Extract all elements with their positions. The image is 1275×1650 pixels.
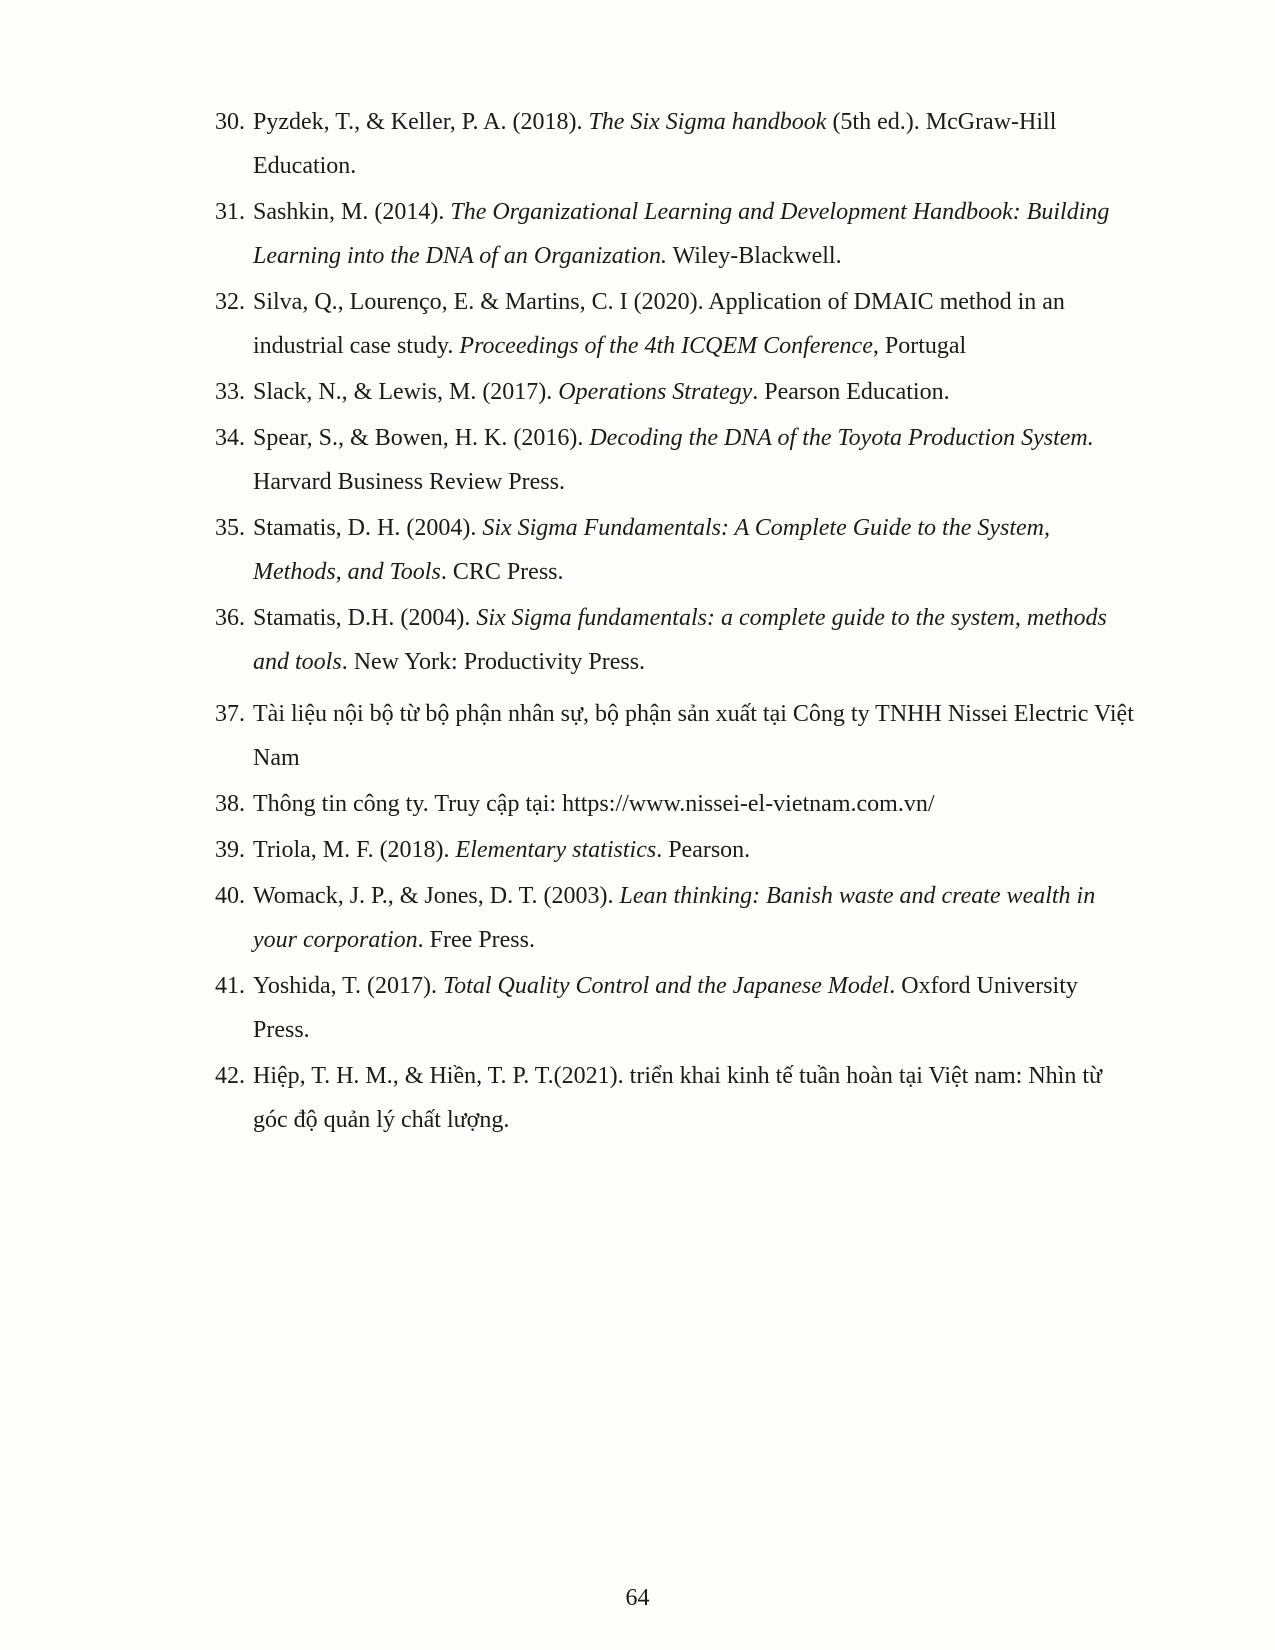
reference-text: Womack, J. P., & Jones, D. T. (2003). Lean thinking: Banish waste and create wealth in your corporation. Free Press. bbox=[253, 883, 1096, 953]
reference-text: Spear, S., & Bowen, H. K. (2016). Decoding the DNA of the Toyota Production System. Harvard Business Review Press. bbox=[253, 425, 1094, 495]
reference-number: 40. bbox=[215, 883, 245, 909]
page-number: 64 bbox=[625, 1585, 650, 1611]
reference-item bbox=[215, 506, 1140, 594]
reference-title: Decoding the DNA of the Toyota Production System. bbox=[589, 425, 1094, 451]
reference-number: 42. bbox=[215, 1063, 245, 1089]
reference-item bbox=[215, 782, 1140, 826]
reference-text: Stamatis, D. H. (2004). Six Sigma Fundamentals: A Complete Guide to the System, Methods, and Tools. CRC Press. bbox=[253, 515, 1051, 585]
reference-text: Sashkin, M. (2014). The Organizational Learning and Development Handbook: Building Learning into the DNA of an Organization. Wiley-Blackwell. bbox=[253, 199, 1110, 269]
reference-text: Slack, N., & Lewis, M. (2017). Operations Strategy. Pearson Education. bbox=[253, 379, 950, 405]
reference-text: Yoshida, T. (2017). Total Quality Control and the Japanese Model. Oxford University Press. bbox=[253, 973, 1078, 1043]
reference-item bbox=[215, 692, 1140, 780]
reference-item bbox=[215, 100, 1140, 188]
reference-number: 33. bbox=[215, 379, 245, 405]
reference-number: 38. bbox=[215, 791, 245, 817]
reference-number: 37. bbox=[215, 701, 245, 727]
reference-text: Triola, M. F. (2018). Elementary statistics. Pearson. bbox=[253, 837, 751, 863]
reference-title: The Six Sigma handbook bbox=[588, 109, 827, 135]
reference-number: 31. bbox=[215, 199, 245, 225]
reference-title: Proceedings of the 4th ICQEM Conference bbox=[459, 333, 873, 359]
reference-item bbox=[215, 874, 1140, 962]
reference-title: Total Quality Control and the Japanese Model bbox=[443, 973, 890, 999]
reference-text: Pyzdek, T., & Keller, P. A. (2018). The Six Sigma handbook (5th ed.). McGraw-Hill Education. bbox=[253, 109, 1057, 179]
reference-text: Silva, Q., Lourenço, E. & Martins, C. I (2020). Application of DMAIC method in an industrial case study. Proceedings of the 4th ICQEM Conference, Portugal bbox=[253, 289, 1065, 359]
reference-number: 35. bbox=[215, 515, 245, 541]
reference-item bbox=[215, 190, 1140, 278]
reference-list bbox=[215, 100, 1140, 1144]
reference-number: 39. bbox=[215, 837, 245, 863]
reference-item bbox=[215, 1054, 1140, 1142]
reference-title: The Organizational Learning and Development Handbook: Building Learning into the DNA of an Organization. bbox=[253, 199, 1110, 269]
reference-item bbox=[215, 596, 1140, 684]
reference-text: Hiệp, T. H. M., & Hiền, T. P. T.(2021). triển khai kinh tế tuần hoàn tại Việt nam: Nhìn từ góc độ quản lý chất lượng. bbox=[253, 1063, 1103, 1133]
reference-number: 30. bbox=[215, 109, 245, 135]
reference-title: Six Sigma Fundamentals: A Complete Guide to the System, Methods, and Tools bbox=[253, 515, 1051, 585]
reference-title: Elementary statistics bbox=[455, 837, 657, 863]
reference-title: Operations Strategy bbox=[558, 379, 753, 405]
reference-item bbox=[215, 416, 1140, 504]
reference-item bbox=[215, 280, 1140, 368]
reference-item bbox=[215, 828, 1140, 872]
reference-number: 32. bbox=[215, 289, 245, 315]
reference-text: Thông tin công ty. Truy cập tại: https://www.nissei-el-vietnam.com.vn/ bbox=[253, 791, 935, 817]
reference-number: 36. bbox=[215, 605, 245, 631]
reference-title: Lean thinking: Banish waste and create wealth in your corporation bbox=[253, 883, 1096, 953]
reference-text: Stamatis, D.H. (2004). Six Sigma fundamentals: a complete guide to the system, methods and tools. New York: Productivity Press. bbox=[253, 605, 1107, 675]
reference-item bbox=[215, 370, 1140, 414]
reference-item bbox=[215, 964, 1140, 1052]
reference-number: 41. bbox=[215, 973, 245, 999]
reference-text: Tài liệu nội bộ từ bộ phận nhân sự, bộ phận sản xuất tại Công ty TNHH Nissei Electric Việt Nam bbox=[253, 701, 1134, 771]
reference-title: Six Sigma fundamentals: a complete guide to the system, methods and tools bbox=[253, 605, 1107, 675]
reference-number: 34. bbox=[215, 425, 245, 451]
